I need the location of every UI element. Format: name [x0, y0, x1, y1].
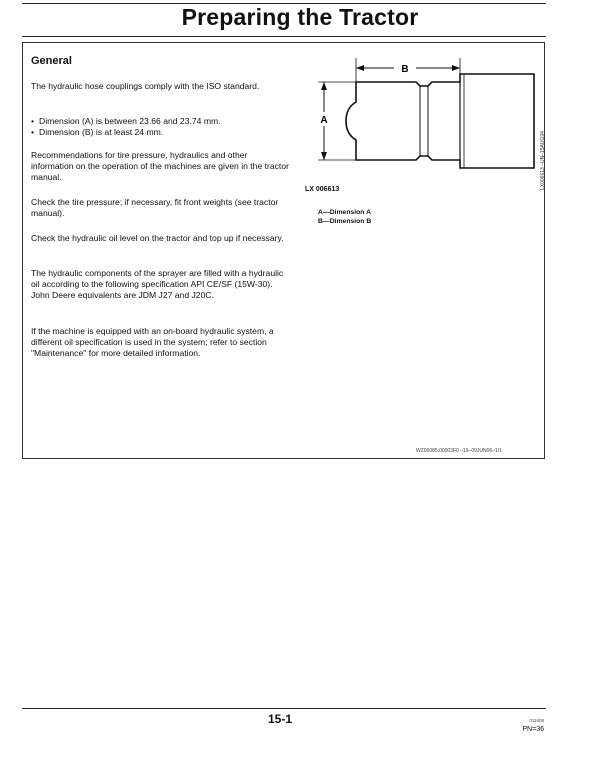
paragraph-onboard-system: If the machine is equipped with an on-board hydraulic system, a different oil specification is used in the system; refer to section "Maintenance" for more detailed information.: [31, 326, 274, 359]
page-title: Preparing the Tractor: [181, 4, 419, 30]
dimension-list: [31, 116, 291, 138]
paragraph-oil-level: Check the hydraulic oil level on the tractor and top up if necessary.: [31, 233, 284, 243]
page-number: 15-1: [267, 712, 293, 726]
paragraph-tractor-manual: Recommendations for tire pressure, hydraulics and other information on the operation of the machines are given in the tractor manual.: [31, 150, 289, 183]
footer-code: 011608: [529, 718, 544, 723]
dimension-b-label: B: [401, 64, 409, 75]
list-item: [31, 116, 291, 127]
header-bottom-rule: [22, 36, 546, 37]
paragraph-oil-spec: The hydraulic components of the sprayer are filled with a hydraulic oil according to the following specification API CE/SF (15W-30). John Deere equivalents are JDM J27 and J20C.: [31, 268, 284, 301]
list-item-text: Dimension (B) is at least 24 mm.: [39, 127, 164, 138]
footer-pn: PN=36: [522, 726, 544, 733]
bullet-icon: •: [31, 116, 35, 126]
dimension-a-label: A: [320, 115, 328, 126]
bullet-icon: •: [31, 127, 35, 138]
footer-rule: [22, 708, 546, 709]
list-item-text: Dimension (A) is between 23.66 and 23.74 mm.: [39, 116, 221, 126]
legend-dimension-a: A—Dimension A: [318, 209, 371, 216]
legend-dimension-b: B—Dimension B: [318, 218, 372, 225]
figure-vertical-id: LX006613 –UN–15AUG94: [540, 131, 546, 190]
figure-caption: LX 006613: [305, 186, 340, 193]
coupling-diagram: [308, 50, 538, 182]
paragraph-tire-pressure: Check the tire pressure; if necessary, fit front weights (see tractor manual).: [31, 197, 279, 219]
list-item: [31, 127, 291, 138]
intro-paragraph: The hydraulic hose couplings comply with the ISO standard.: [31, 81, 260, 91]
section-heading: General: [31, 55, 72, 67]
document-reference: WZ00085,00003F0 –19–09JUN06–1/1: [416, 448, 502, 454]
